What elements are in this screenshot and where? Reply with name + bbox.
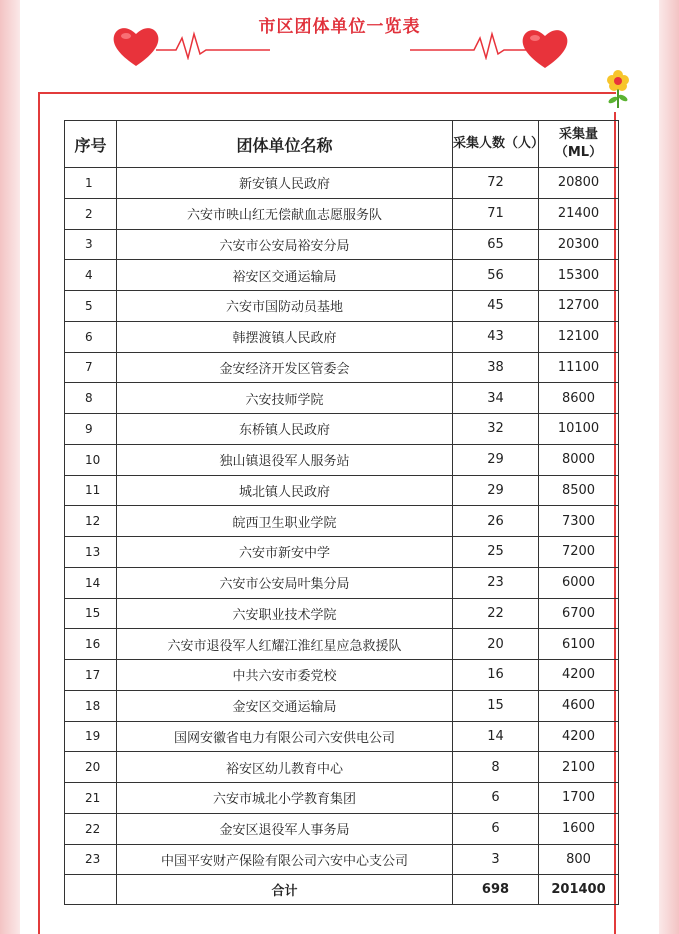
table-row [65, 537, 619, 568]
row-volume: 11100 [539, 352, 619, 383]
row-volume: 4200 [539, 721, 619, 752]
row-volume: 800 [539, 844, 619, 875]
row-seq: 1 [65, 168, 117, 199]
row-volume: 7200 [539, 537, 619, 568]
row-count: 23 [453, 567, 539, 598]
table-row [65, 844, 619, 875]
column-header-name: 团体单位名称 [117, 121, 453, 168]
table-row [65, 752, 619, 783]
frame-top-line [38, 92, 616, 94]
row-volume: 15300 [539, 260, 619, 291]
row-volume: 7300 [539, 506, 619, 537]
row-unit-name: 城北镇人民政府 [117, 475, 453, 506]
row-seq: 22 [65, 813, 117, 844]
row-unit-name: 裕安区幼儿教育中心 [117, 752, 453, 783]
table-row [65, 414, 619, 445]
row-volume: 21400 [539, 198, 619, 229]
row-volume: 1600 [539, 813, 619, 844]
table-row [65, 783, 619, 814]
row-volume: 8600 [539, 383, 619, 414]
row-seq: 13 [65, 537, 117, 568]
row-seq: 16 [65, 629, 117, 660]
row-unit-name: 六安技师学院 [117, 383, 453, 414]
page-title: 市区团体单位一览表 [258, 17, 421, 37]
left-pink-border [0, 0, 20, 934]
row-seq: 7 [65, 352, 117, 383]
row-seq: 15 [65, 598, 117, 629]
table-row [65, 598, 619, 629]
row-unit-name: 皖西卫生职业学院 [117, 506, 453, 537]
table-row [65, 444, 619, 475]
row-seq: 11 [65, 475, 117, 506]
group-units-table [64, 120, 619, 905]
row-unit-name: 六安市映山红无偿献血志愿服务队 [117, 198, 453, 229]
row-volume: 2100 [539, 752, 619, 783]
row-seq: 21 [65, 783, 117, 814]
row-seq: 14 [65, 567, 117, 598]
row-count: 16 [453, 660, 539, 691]
row-seq: 10 [65, 444, 117, 475]
column-header-volume-line1: 采集量 [558, 127, 598, 142]
row-unit-name: 六安市国防动员基地 [117, 291, 453, 322]
total-label: 合计 [117, 875, 453, 905]
row-unit-name: 六安市退役军人红耀江淮红星应急救援队 [117, 629, 453, 660]
row-count: 43 [453, 321, 539, 352]
row-volume: 4200 [539, 660, 619, 691]
row-count: 3 [453, 844, 539, 875]
table-row [65, 168, 619, 199]
table-row [65, 475, 619, 506]
table-row [65, 567, 619, 598]
table-row [65, 321, 619, 352]
row-seq: 4 [65, 260, 117, 291]
row-unit-name: 六安市新安中学 [117, 537, 453, 568]
row-count: 32 [453, 414, 539, 445]
total-seq-cell [65, 875, 117, 905]
row-unit-name: 独山镇退役军人服务站 [117, 444, 453, 475]
table-header-row [65, 121, 619, 168]
row-count: 15 [453, 690, 539, 721]
row-unit-name: 东桥镇人民政府 [117, 414, 453, 445]
table-row [65, 660, 619, 691]
column-header-volume [539, 121, 619, 168]
row-count: 25 [453, 537, 539, 568]
row-count: 26 [453, 506, 539, 537]
row-unit-name: 六安市公安局裕安分局 [117, 229, 453, 260]
row-volume: 8000 [539, 444, 619, 475]
row-seq: 18 [65, 690, 117, 721]
row-count: 22 [453, 598, 539, 629]
row-seq: 23 [65, 844, 117, 875]
row-volume: 12700 [539, 291, 619, 322]
row-volume: 20300 [539, 229, 619, 260]
table-row [65, 506, 619, 537]
row-volume: 4600 [539, 690, 619, 721]
row-volume: 10100 [539, 414, 619, 445]
row-seq: 8 [65, 383, 117, 414]
table-row [65, 291, 619, 322]
table-row [65, 813, 619, 844]
row-count: 6 [453, 783, 539, 814]
total-row [65, 875, 619, 905]
row-unit-name: 国网安徽省电力有限公司六安供电公司 [117, 721, 453, 752]
row-count: 20 [453, 629, 539, 660]
row-volume: 6100 [539, 629, 619, 660]
row-count: 6 [453, 813, 539, 844]
right-heart-icon [520, 26, 570, 70]
column-header-seq: 序号 [65, 121, 117, 168]
column-header-count: 采集人数（人） [453, 121, 539, 168]
row-count: 14 [453, 721, 539, 752]
row-count: 71 [453, 198, 539, 229]
table-row [65, 260, 619, 291]
table-row [65, 352, 619, 383]
row-unit-name: 裕安区交通运输局 [117, 260, 453, 291]
row-count: 29 [453, 444, 539, 475]
row-seq: 3 [65, 229, 117, 260]
row-count: 34 [453, 383, 539, 414]
row-seq: 9 [65, 414, 117, 445]
row-unit-name: 金安区交通运输局 [117, 690, 453, 721]
row-unit-name: 六安市公安局叶集分局 [117, 567, 453, 598]
right-heartbeat-line-icon [410, 30, 526, 60]
column-header-volume-line2: （ML） [554, 145, 603, 160]
header-banner [20, 0, 659, 92]
row-seq: 20 [65, 752, 117, 783]
row-count: 29 [453, 475, 539, 506]
row-unit-name: 中共六安市委党校 [117, 660, 453, 691]
row-count: 45 [453, 291, 539, 322]
row-count: 38 [453, 352, 539, 383]
frame-left-line [38, 92, 40, 934]
row-unit-name: 六安市城北小学教育集团 [117, 783, 453, 814]
row-seq: 6 [65, 321, 117, 352]
row-volume: 8500 [539, 475, 619, 506]
table-row [65, 383, 619, 414]
table-row [65, 629, 619, 660]
row-volume: 6000 [539, 567, 619, 598]
row-seq: 17 [65, 660, 117, 691]
row-volume: 1700 [539, 783, 619, 814]
table-row [65, 690, 619, 721]
row-count: 72 [453, 168, 539, 199]
table-row [65, 198, 619, 229]
row-unit-name: 韩摆渡镇人民政府 [117, 321, 453, 352]
table-row [65, 721, 619, 752]
total-volume: 201400 [539, 875, 619, 905]
row-count: 65 [453, 229, 539, 260]
row-unit-name: 中国平安财产保险有限公司六安中心支公司 [117, 844, 453, 875]
row-seq: 12 [65, 506, 117, 537]
table-row [65, 229, 619, 260]
row-volume: 20800 [539, 168, 619, 199]
row-unit-name: 六安职业技术学院 [117, 598, 453, 629]
row-unit-name: 新安镇人民政府 [117, 168, 453, 199]
flower-icon [603, 68, 633, 110]
row-count: 56 [453, 260, 539, 291]
row-unit-name: 金安经济开发区管委会 [117, 352, 453, 383]
row-volume: 6700 [539, 598, 619, 629]
row-unit-name: 金安区退役军人事务局 [117, 813, 453, 844]
row-seq: 5 [65, 291, 117, 322]
row-volume: 12100 [539, 321, 619, 352]
row-seq: 19 [65, 721, 117, 752]
total-count: 698 [453, 875, 539, 905]
row-seq: 2 [65, 198, 117, 229]
row-count: 8 [453, 752, 539, 783]
right-pink-border [659, 0, 679, 934]
